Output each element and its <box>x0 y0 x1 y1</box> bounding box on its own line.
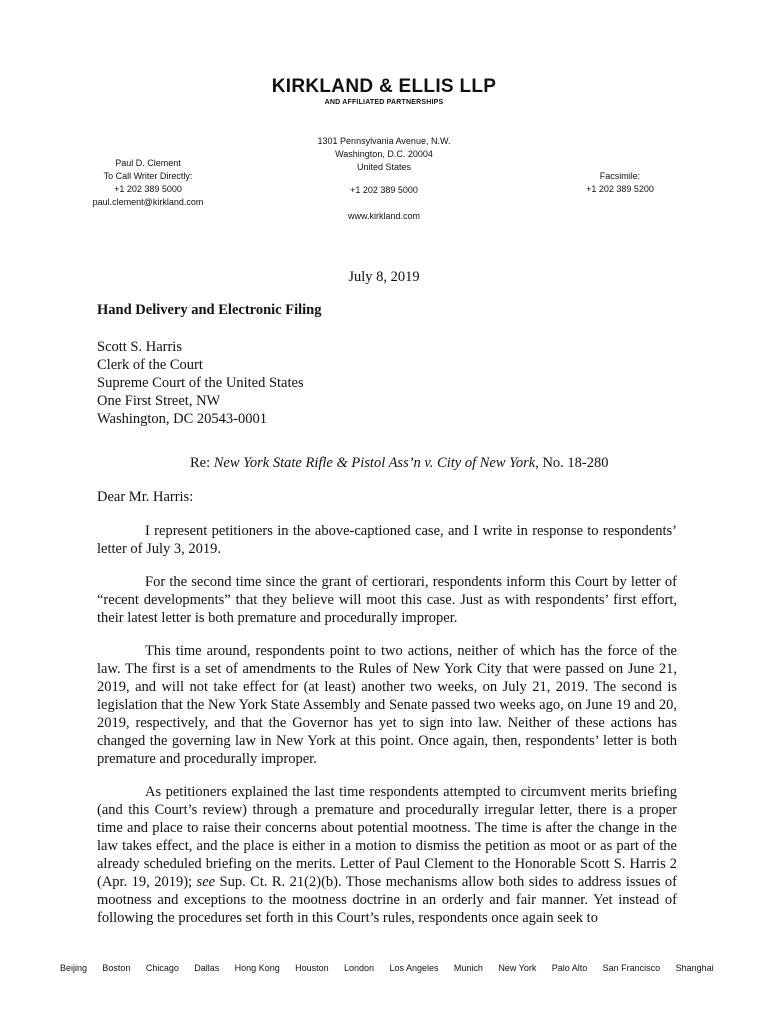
recipient-city: Washington, DC 20543-0001 <box>97 411 268 427</box>
office-city: Houston <box>295 963 329 973</box>
firm-phone: +1 202 389 5000 <box>350 185 418 195</box>
office-city: Beijing <box>60 963 88 973</box>
office-city: Munich <box>453 963 483 973</box>
office-city: Shanghai <box>675 963 714 973</box>
recipient-title: Clerk of the Court <box>97 357 203 373</box>
fax-block <box>560 170 680 196</box>
writer-contact-block <box>74 157 222 209</box>
office-city: Palo Alto <box>551 963 588 973</box>
recipient-address <box>97 338 304 428</box>
office-city: Boston <box>102 963 131 973</box>
paragraph-4-part-2: Sup. Ct. R. 21(2)(b). Those mechanisms allow both sides to address issues of mootness and exceptions to the mootness doctrine in an orderly and fair manner. Yet instead of following the procedures set forth in this Court’s rules, respondents once again seek to <box>97 874 677 926</box>
writer-email: paul.clement@kirkland.com <box>92 197 204 207</box>
address-line-1: 1301 Pennsylvania Avenue, N.W. <box>317 136 451 146</box>
recipient-street: One First Street, NW <box>97 393 221 409</box>
paragraph-3: This time around, respondents point to two actions, neither of which has the force of the law. The first is a set of amendments to the Rules of New York City that were passed on June 21, 2019, and will not take effect for (at least) another two weeks, on July 21, 2019. The second is legislation that the New York State Assembly and Senate passed two weeks ago, on June 19 and 20, 2019, respectively, and that the Governor has yet to sign into law. Neither of these actions has changed the governing law in New York at this point. Once again, then, respondents’ letter is both premature and procedurally improper. <box>97 643 677 767</box>
recipient-name: Scott S. Harris <box>97 339 182 355</box>
address-line-2: Washington, D.C. 20004 <box>335 149 433 159</box>
letter-date: July 8, 2019 <box>348 269 420 285</box>
office-city: San Francisco <box>602 963 661 973</box>
office-city: London <box>344 963 375 973</box>
writer-direct-label: To Call Writer Directly: <box>103 171 193 181</box>
paragraph-4 <box>97 783 677 927</box>
case-number: , No. 18-280 <box>535 455 609 471</box>
office-city: Chicago <box>145 963 179 973</box>
fax-label: Facsimile: <box>599 171 641 181</box>
fax-number: +1 202 389 5200 <box>586 184 654 194</box>
writer-phone: +1 202 389 5000 <box>114 184 182 194</box>
writer-name: Paul D. Clement <box>115 158 181 168</box>
re-line <box>190 455 609 472</box>
firm-address-block <box>284 135 484 223</box>
office-city: Dallas <box>194 963 220 973</box>
firm-name: KIRKLAND & ELLIS LLP <box>271 76 497 97</box>
delivery-method: Hand Delivery and Electronic Filing <box>97 302 322 318</box>
office-city: Hong Kong <box>234 963 280 973</box>
case-name: New York State Rifle & Pistol Ass’n v. City of New York <box>213 455 536 471</box>
re-prefix: Re: <box>190 455 214 471</box>
firm-tagline: AND AFFILIATED PARTNERSHIPS <box>324 99 444 106</box>
letter-body <box>97 522 677 942</box>
paragraph-4-part-1: As petitioners explained the last time respondents attempted to circumvent merits briefing (and this Court’s review) through a premature and procedurally irregular letter, there is a proper time and place to raise their concerns about potential mootness. The time is after the change in the law takes effect, and the place is either in a motion to dismiss the petition as moot or as part of the already scheduled briefing on the merits. Letter of Paul Clement to the Honorable Scott S. Harris 2 (Apr. 19, 2019); <box>97 784 677 890</box>
paragraph-2: For the second time since the grant of certiorari, respondents inform this Court by letter of “recent developments” that they believe will moot this case. Just as with respondents’ first effort, their latest letter is both premature and procedurally improper. <box>97 574 677 626</box>
salutation: Dear Mr. Harris: <box>97 489 194 505</box>
office-locations <box>60 963 714 973</box>
office-city: New York <box>498 963 537 973</box>
recipient-court: Supreme Court of the United States <box>97 375 304 391</box>
paragraph-4-see: see <box>196 874 216 890</box>
office-city: Los Angeles <box>389 963 439 973</box>
letterhead-logo <box>0 77 768 106</box>
firm-website: www.kirkland.com <box>347 211 421 221</box>
address-line-3: United States <box>356 162 412 172</box>
paragraph-1: I represent petitioners in the above-captioned case, and I write in response to respondents’ letter of July 3, 2019. <box>97 523 677 557</box>
